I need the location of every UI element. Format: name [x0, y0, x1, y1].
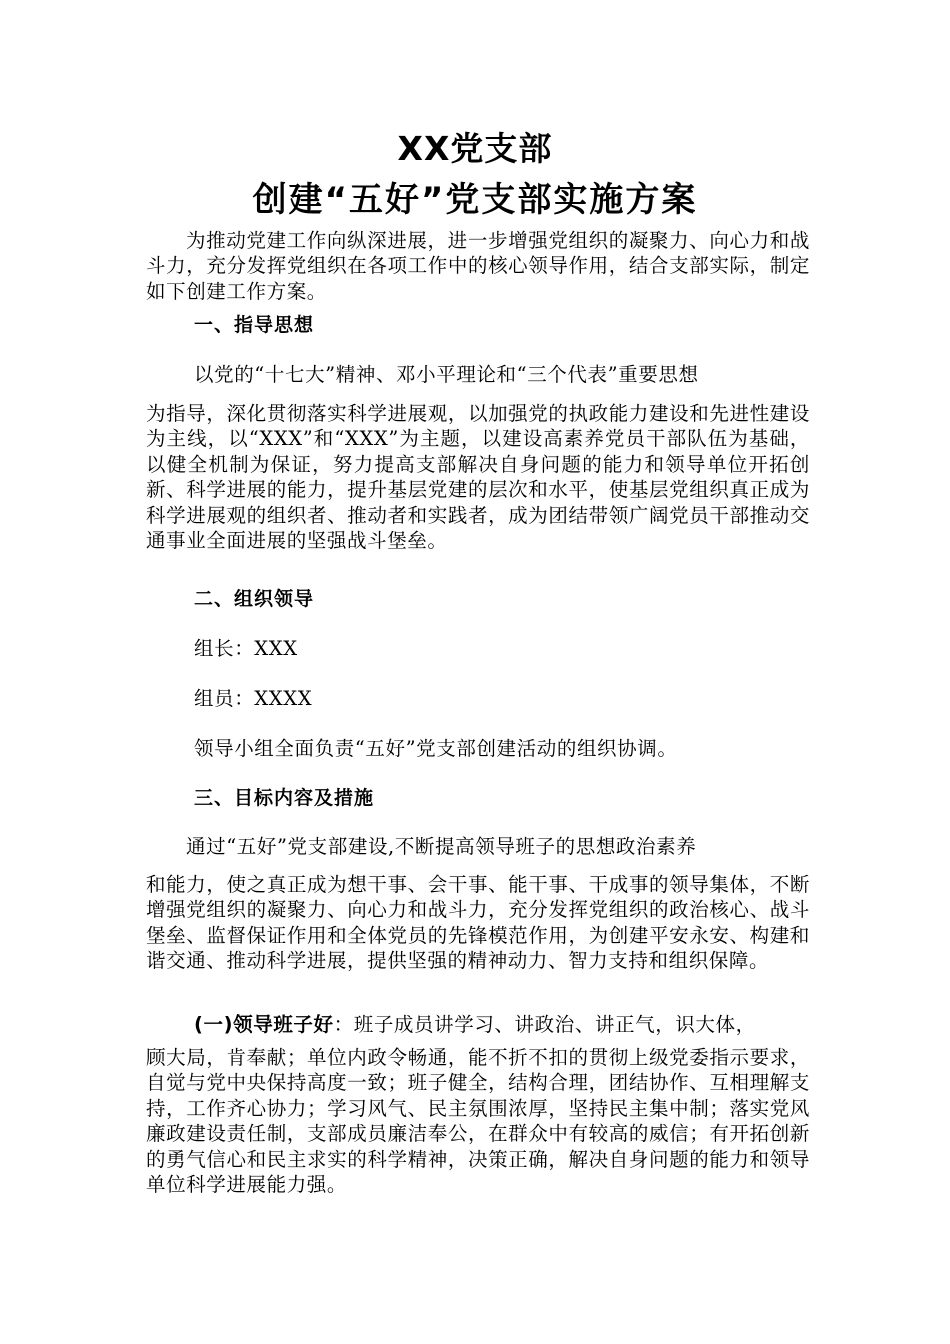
item-1-first-text: ：班子成员讲学习、讲政治、讲正气，识大体，	[333, 1013, 756, 1036]
section-3-heading: 三、目标内容及措施	[194, 787, 375, 809]
group-duty: 领导小组全面负责“五好”党支部创建活动的组织协调。	[194, 737, 678, 760]
item-1-first-line	[194, 1012, 756, 1037]
item-1-label: (一)领导班子好	[194, 1013, 334, 1036]
section-1-heading: 一、指导思想	[194, 314, 315, 336]
section-3-first-line: 通过“五好”党支部建设,不断提高领导班子的思想政治素养	[186, 835, 697, 858]
intro-paragraph: 为推动党建工作向纵深进展，进一步增强党组织的凝聚力、向心力和战斗力，充分发挥党组织在各项工作中的核心领导作用，结合支部实际，制定如下创建工作方案。	[146, 229, 810, 303]
group-members: 组员：XXXX	[194, 687, 313, 710]
section-2-heading: 二、组织领导	[194, 588, 315, 610]
title-line-2: 创建“五好”党支部实施方案	[252, 180, 698, 220]
section-1-first-line: 以党的“十七大”精神、邓小平理论和“三个代表”重要思想	[194, 363, 699, 386]
item-1-body: 顾大局，肯奉献；单位内政令畅通，能不折不扣的贯彻上级党委指示要求，自觉与党中央保持高度一致；班子健全，结构合理，团结协作、互相理解支持，工作齐心协力；学习风气、民主氛围浓厚，坚持民主集中制；落实党风廉政建设责任制，支部成员廉洁奉公，在群众中有较高的威信；有开拓创新的勇气信心和民主求实的科学精神，决策正确，解决自身问题的能力和领导单位科学进展能力强。	[146, 1046, 810, 1197]
section-1-body: 为指导，深化贯彻落实科学进展观，以加强党的执政能力建设和先进性建设为主线，以“XXX”和“XXX”为主题，以建设高素养党员干部队伍为基础，以健全机制为保证，努力提高支部解决自身问题的能力和领导单位开拓创新、科学进展的能力，提升基层党建的层次和水平，使基层党组织真正成为科学进展观的组织者、推动者和实践者，成为团结带领广阔党员干部推动交通事业全面进展的坚强战斗堡垒。	[146, 402, 810, 553]
group-leader: 组长：XXX	[194, 637, 298, 660]
title-line-1: XX党支部	[397, 129, 553, 168]
section-3-body: 和能力，使之真正成为想干事、会干事、能干事、干成事的领导集体，不断增强党组织的凝聚力、向心力和战斗力，充分发挥党组织的政治核心、战斗堡垒、监督保证作用和全体党员的先锋模范作用，为创建平安永安、构建和谐交通、推动科学进展，提供坚强的精神动力、智力支持和组织保障。	[146, 873, 810, 973]
